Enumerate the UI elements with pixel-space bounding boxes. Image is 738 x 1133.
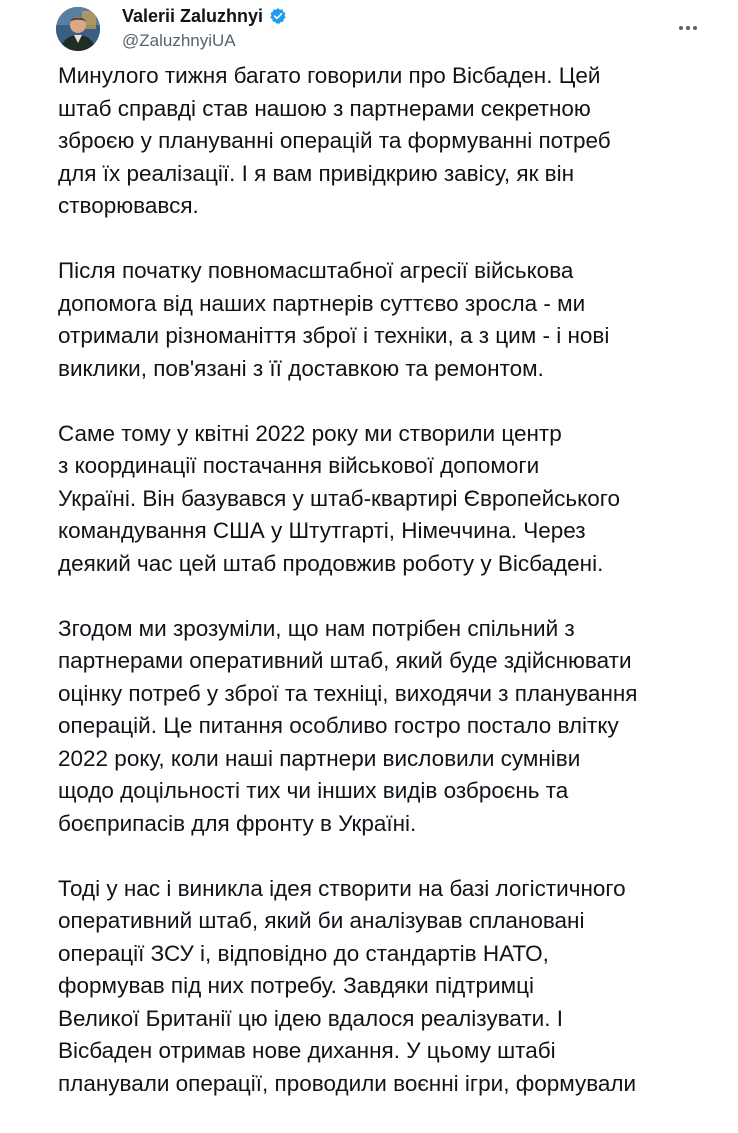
text-line: командування США у Штутгарті, Німеччина. Через (58, 518, 586, 543)
more-options-icon[interactable] (676, 16, 700, 40)
verified-badge-icon[interactable] (269, 7, 287, 25)
tweet-paragraph (58, 613, 718, 841)
tweet-paragraph (58, 418, 718, 581)
tweet-text (58, 60, 718, 1133)
author-name-row (122, 4, 287, 28)
text-line: оперативний штаб, який би аналізував сплановані (58, 908, 585, 933)
text-line: партнерами оперативний штаб, який буде здійснювати (58, 648, 632, 673)
text-line: Тоді у нас і виникла ідея створити на базі логістичного (58, 875, 626, 901)
author-handle[interactable]: @ZaluzhnyiUA (122, 31, 236, 50)
text-line: Вісбаден отримав нове дихання. У цьому штабі (58, 1038, 556, 1063)
text-line: отримали різноманіття зброї і техніки, а з цим - і нові (58, 323, 610, 348)
text-line: створювався. (58, 193, 199, 218)
text-line: штаб справді став нашою з партнерами секретною (58, 95, 591, 121)
text-line: Минулого тижня багато говорили про Вісбаден. Цей (58, 63, 601, 88)
text-line: Згодом ми зрозуміли, що нам потрібен спільний з (58, 615, 575, 641)
text-line: оцінку потреб у зброї та техніці, виходячи з планування (58, 680, 638, 706)
text-line: Україні. Він базувався у штаб-квартирі Європейського (58, 485, 620, 511)
tweet-paragraph (58, 873, 718, 1101)
author-display-name[interactable]: Valerii Zaluzhnyi (122, 5, 264, 26)
tweet-author (122, 4, 287, 51)
text-line: формував під них потребу. Завдяки підтримці (58, 973, 534, 998)
text-line: допомога від наших партнерів суттєво зросла - ми (58, 290, 586, 316)
avatar-image (56, 7, 100, 51)
text-line: виклики, пов'язані з її доставкою та ремонтом. (58, 355, 544, 381)
text-line: планували операції, проводили воєнні ігри, формували (58, 1070, 637, 1096)
text-line: Саме тому у квітні 2022 року ми створили центр (58, 420, 562, 446)
text-line: щодо доцільності тих чи інших видів озброєнь та (58, 778, 569, 803)
text-line: для їх реалізації. І я вам привідкрию завісу, як він (58, 160, 575, 186)
text-line: операції ЗСУ і, відповідно до стандартів НАТО, (58, 940, 549, 966)
text-line: з координації постачання військової допомоги (58, 453, 540, 478)
text-line: боєприпасів для фронту в Україні. (58, 810, 417, 836)
text-line: 2022 року, коли наші партнери висловили сумніви (58, 745, 581, 771)
text-line: зброєю у плануванні операцій та формуванні потреб (58, 128, 611, 153)
avatar[interactable] (56, 7, 100, 51)
text-line: операцій. Це питання особливо гостро постало влітку (58, 713, 619, 738)
tweet-paragraph (58, 60, 718, 223)
text-line: деякий час цей штаб продовжив роботу у Вісбадені. (58, 550, 604, 576)
text-line: Великої Британії цю ідею вдалося реалізувати. І (58, 1005, 563, 1031)
tweet-paragraph (58, 255, 718, 385)
text-line: Після початку повномасштабної агресії військова (58, 258, 574, 283)
